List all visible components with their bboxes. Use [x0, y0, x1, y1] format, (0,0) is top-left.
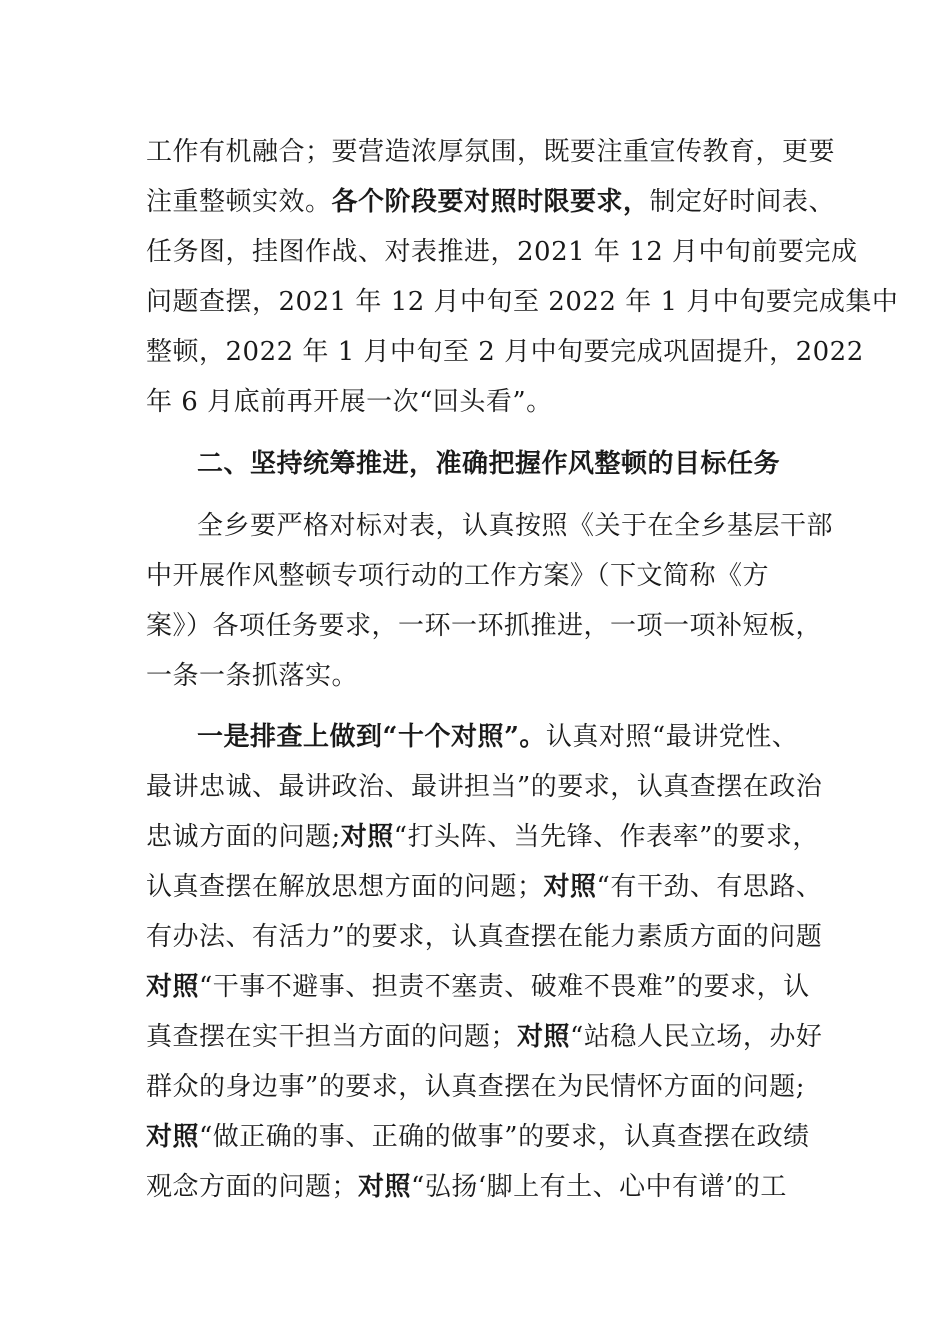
text-run: “弘扬‘脚上有土、心中有谱’的工	[411, 1172, 787, 1202]
text-run: 工作有机融合；要营造浓厚氛围，既要注重宣传教育，更要	[146, 137, 836, 167]
paragraph-2-line-1	[197, 511, 833, 541]
bold-text-run: 对照	[146, 972, 200, 1002]
text-run: 制定好时间表、	[649, 187, 836, 217]
bold-text-run: 对照	[517, 1022, 571, 1052]
text-run: 注重整顿实效。	[146, 187, 332, 217]
paragraph-2-line-3	[146, 611, 822, 641]
paragraph-1-line-3	[146, 237, 858, 267]
text-run: “打头阵、当先锋、作表率”的要求，	[393, 822, 819, 852]
paragraph-3-line-2	[146, 772, 822, 802]
bold-text-run: 一是排查上做到“十个对照”。	[197, 722, 546, 752]
text-run: “站稳人民立场，办好	[570, 1022, 823, 1052]
text-run: 案》）各项任务要求，一环一环抓推进，一项一项补短板，	[146, 611, 823, 641]
text-run: 认真对照“最讲党性、	[545, 722, 799, 752]
text-run: “干事不避事、担责不塞责、破难不畏难”的要求，认	[199, 972, 810, 1002]
text-run: 一条一条抓落实。	[146, 661, 359, 691]
paragraph-3-line-8	[146, 1072, 805, 1102]
text-run: 群众的身边事”的要求，认真查摆在为民情怀方面的问题;	[146, 1072, 806, 1102]
text-run: 真查摆在实干担当方面的问题；	[146, 1022, 518, 1052]
paragraph-3-line-6	[146, 972, 810, 1002]
paragraph-3-line-7	[146, 1022, 822, 1052]
paragraph-3-line-10	[146, 1172, 787, 1202]
text-run: 全乡要严格对标对表，认真按照《关于在全乡基层干部	[197, 511, 834, 541]
paragraph-3-line-3	[146, 822, 819, 852]
paragraph-2-line-2	[146, 561, 769, 591]
paragraph-1-line-2	[146, 187, 835, 217]
paragraph-1-line-1	[146, 137, 835, 167]
paragraph-2-line-4	[146, 661, 358, 691]
paragraph-3-line-4	[146, 872, 822, 902]
text-run: 最讲忠诚、最讲政治、最讲担当”的要求，认真查摆在政治	[146, 772, 823, 802]
paragraph-3-line-9	[146, 1122, 810, 1152]
bold-text-run: 对照	[340, 822, 394, 852]
heading-text: 二、坚持统筹推进，准确把握作风整顿的目标任务	[197, 449, 781, 479]
paragraph-3-line-1	[197, 722, 798, 752]
text-run: 整顿，2022 年 1 月中旬至 2 月中旬要完成巩固提升，2022	[146, 337, 864, 367]
bold-text-run: 对照	[543, 872, 597, 902]
text-run: 中开展作风整顿专项行动的工作方案》（下文简称《方	[146, 561, 770, 591]
text-run: 忠诚方面的问题;	[146, 822, 341, 852]
text-run: 认真查摆在解放思想方面的问题；	[146, 872, 544, 902]
text-run: 观念方面的问题；	[146, 1172, 359, 1202]
text-run: 问题查摆，2021 年 12 月中旬至 2022 年 1 月中旬要完成集中	[146, 287, 899, 317]
paragraph-1-line-6	[146, 387, 553, 417]
bold-text-run: 对照	[146, 1122, 200, 1152]
text-run: “做正确的事、正确的做事”的要求，认真查摆在政绩	[199, 1122, 810, 1152]
bold-text-run: 对照	[358, 1172, 412, 1202]
bold-text-run: 各个阶段要对照时限要求，	[331, 187, 650, 217]
text-run: “有干劲、有思路、	[596, 872, 823, 902]
section-heading	[197, 449, 780, 479]
paragraph-3-line-5	[146, 922, 822, 952]
paragraph-1-line-4	[146, 287, 898, 317]
text-run: 任务图，挂图作战、对表推进，2021 年 12 月中旬前要完成	[146, 237, 858, 267]
text-run: 有办法、有活力”的要求，认真查摆在能力素质方面的问题	[146, 922, 823, 952]
paragraph-1-line-5	[146, 337, 864, 367]
text-run: 年 6 月底前再开展一次“回头看”。	[146, 387, 553, 417]
